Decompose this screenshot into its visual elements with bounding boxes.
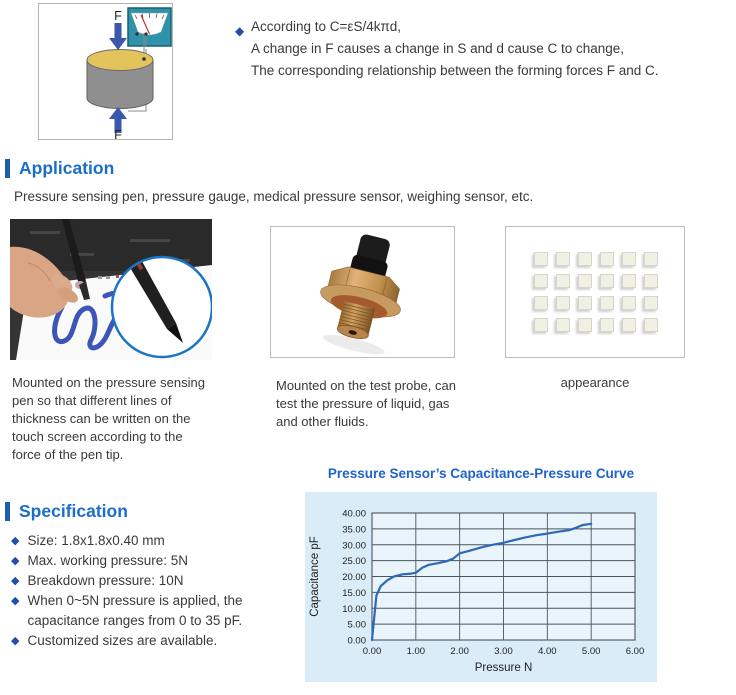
- chip: [644, 318, 658, 332]
- chip: [556, 252, 570, 266]
- diamond-bullet-icon: ◆: [11, 535, 20, 547]
- chip: [600, 274, 614, 288]
- svg-text:10.00: 10.00: [342, 603, 366, 615]
- principle-diagram: [38, 3, 173, 140]
- principle-text: [235, 16, 721, 82]
- chip: [622, 296, 636, 310]
- principle-line-2: A change in F causes a change in S and d cause C to change,: [251, 41, 625, 56]
- svg-text:25.00: 25.00: [342, 556, 366, 568]
- svg-text:4.00: 4.00: [538, 646, 557, 657]
- chart-title: Pressure Sensor’s Capacitance-Pressure Curve: [327, 466, 635, 481]
- spec-item: ◆ Customized sizes are available.: [11, 631, 271, 651]
- diamond-bullet-icon: ◆: [11, 635, 20, 647]
- chip: [622, 252, 636, 266]
- chip: [578, 252, 592, 266]
- svg-text:35.00: 35.00: [342, 524, 366, 536]
- chart-panel: [305, 492, 657, 682]
- specification-list: [11, 531, 271, 651]
- svg-text:Capacitance pF: Capacitance pF: [309, 536, 321, 617]
- chip-array-frame: [505, 226, 685, 358]
- chip: [644, 296, 658, 310]
- pressure-capacitance-chart: [305, 492, 657, 682]
- caption-pen: Mounted on the pressure sensing pen so that different lines of thickness can be written on the touch screen according to the force of the pen tip.: [12, 375, 205, 462]
- svg-text:15.00: 15.00: [342, 587, 366, 599]
- svg-text:3.00: 3.00: [494, 646, 513, 657]
- chip: [534, 296, 548, 310]
- chip: [578, 318, 592, 332]
- svg-text:Pressure N: Pressure N: [474, 662, 533, 674]
- specification-title: Specification: [19, 501, 128, 521]
- section-bar: [5, 159, 10, 178]
- svg-text:2.00: 2.00: [450, 646, 469, 657]
- chip: [644, 274, 658, 288]
- diamond-bullet-icon: ◆: [235, 24, 245, 38]
- probe-photo-frame: [270, 226, 455, 358]
- chip: [622, 318, 636, 332]
- pen-photo: [10, 219, 212, 360]
- caption-appearance: appearance: [560, 375, 630, 390]
- principle-line-1: According to C=εS/4kπd,: [251, 19, 402, 34]
- chip: [600, 296, 614, 310]
- svg-text:0.00: 0.00: [347, 635, 366, 647]
- spec-item: ◆ Size: 1.8x1.8x0.40 mm: [11, 531, 271, 551]
- chip-array: [534, 252, 658, 332]
- diamond-bullet-icon: ◆: [11, 555, 20, 567]
- svg-text:30.00: 30.00: [342, 540, 366, 552]
- chip: [534, 274, 548, 288]
- chip: [600, 252, 614, 266]
- force-label-bottom: F: [114, 128, 122, 140]
- spec-item: ◆ Breakdown pressure: 10N: [11, 571, 271, 591]
- svg-text:1.00: 1.00: [406, 646, 426, 657]
- application-description: Pressure sensing pen, pressure gauge, medical pressure sensor, weighing sensor, etc.: [14, 189, 534, 204]
- diamond-bullet-icon: ◆: [11, 595, 20, 607]
- application-header: [5, 158, 114, 179]
- svg-text:5.00: 5.00: [581, 646, 601, 657]
- chip: [578, 274, 592, 288]
- svg-text:40.00: 40.00: [342, 508, 366, 520]
- chip: [622, 274, 636, 288]
- application-title: Application: [19, 158, 115, 178]
- force-label-top: F: [114, 9, 122, 23]
- diamond-bullet-icon: ◆: [11, 575, 20, 587]
- svg-text:0.00: 0.00: [362, 646, 382, 657]
- chip: [644, 252, 658, 266]
- svg-text:5.00: 5.00: [347, 619, 366, 631]
- chip: [556, 274, 570, 288]
- chip: [600, 318, 614, 332]
- specification-header: [5, 501, 128, 522]
- chip: [534, 252, 548, 266]
- probe-illustration: [271, 227, 454, 357]
- svg-text:6.00: 6.00: [625, 646, 645, 657]
- meter-icon: [128, 8, 171, 46]
- spec-item: ◆ When 0~5N pressure is applied, the capacitance ranges from 0 to 35 pF.: [11, 591, 271, 631]
- chip: [556, 318, 570, 332]
- chip: [556, 296, 570, 310]
- section-bar: [5, 502, 10, 521]
- chip: [534, 318, 548, 332]
- svg-text:20.00: 20.00: [342, 572, 366, 583]
- caption-probe: Mounted on the test probe, can test the pressure of liquid, gas and other fluids.: [276, 378, 456, 429]
- chip: [578, 296, 592, 310]
- principle-line-3: The corresponding relationship between the forming forces F and C.: [251, 63, 659, 78]
- spec-item: ◆ Max. working pressure: 5N: [11, 551, 271, 571]
